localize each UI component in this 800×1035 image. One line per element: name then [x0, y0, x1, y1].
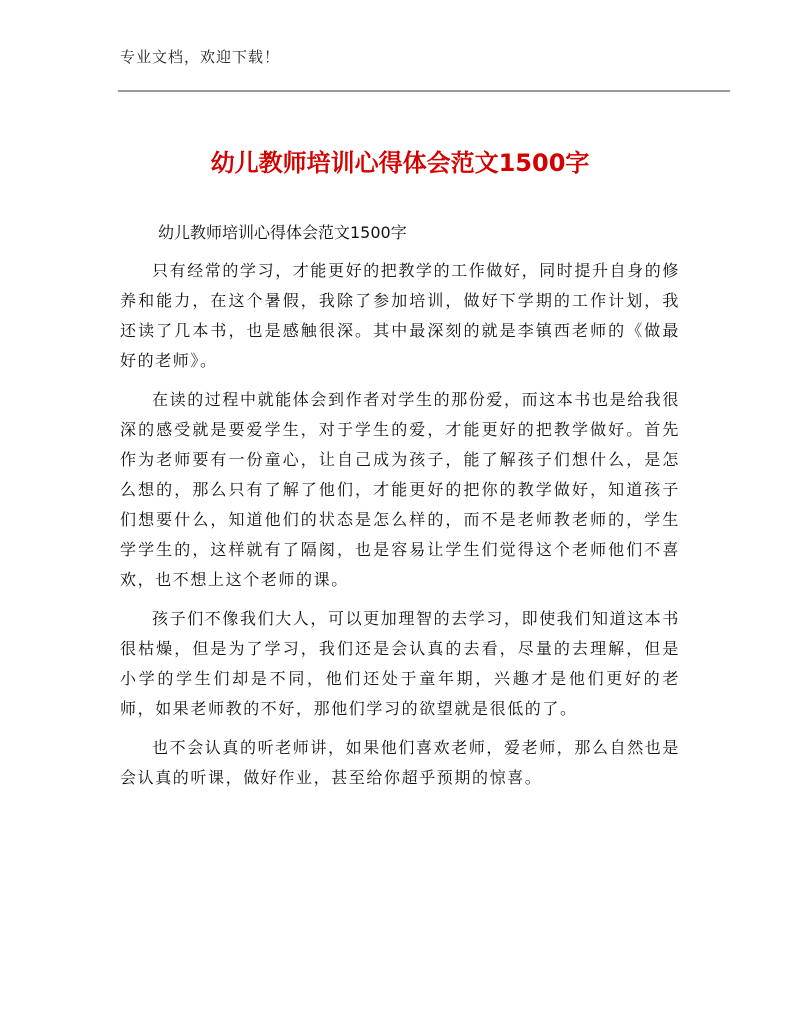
paragraph: 也不会认真的听老师讲，如果他们喜欢老师，爱老师，那么自然也是会认真的听课，做好作业，甚至给你超乎预期的惊喜。: [120, 738, 681, 787]
page-header-note: 专业文档，欢迎下载！: [120, 48, 281, 66]
document-body: [120, 256, 680, 802]
document-subtitle: 幼儿教师培训心得体会范文1500字: [158, 223, 407, 242]
paragraph: 在读的过程中就能体会到作者对学生的那份爱，而这本书也是给我很深的感受就是要爱学生，对于学生的爱，才能更好的把教学做好。首先作为老师要有一份童心，让自己成为孩子，能了解孩子们想什么，是怎么想的，那么只有了解了他们，才能更好的把你的教学做好，知道孩子们想要什么，知道他们的状态是怎么样的，而不是老师教老师的，学生学学生的，这样就有了隔阂，也是容易让学生们觉得这个老师他们不喜欢，也不想上这个老师的课。: [120, 390, 681, 589]
paragraph: 只有经常的学习，才能更好的把教学的工作做好，同时提升自身的修养和能力，在这个暑假，我除了参加培训，做好下学期的工作计划，我还读了几本书，也是感触很深。其中最深刻的就是李镇西老师的《做最好的老师》。: [120, 261, 681, 370]
header-divider: [118, 90, 730, 92]
paragraph: 孩子们不像我们大人，可以更加理智的去学习，即使我们知道这本书很枯燥，但是为了学习，我们还是会认真的去看，尽量的去理解，但是小学的学生们却是不同，他们还处于童年期，兴趣才是他们更好的老师，如果老师教的不好，那他们学习的欲望就是很低的了。: [120, 609, 681, 718]
document-title: 幼儿教师培训心得体会范文1500字: [210, 149, 590, 177]
